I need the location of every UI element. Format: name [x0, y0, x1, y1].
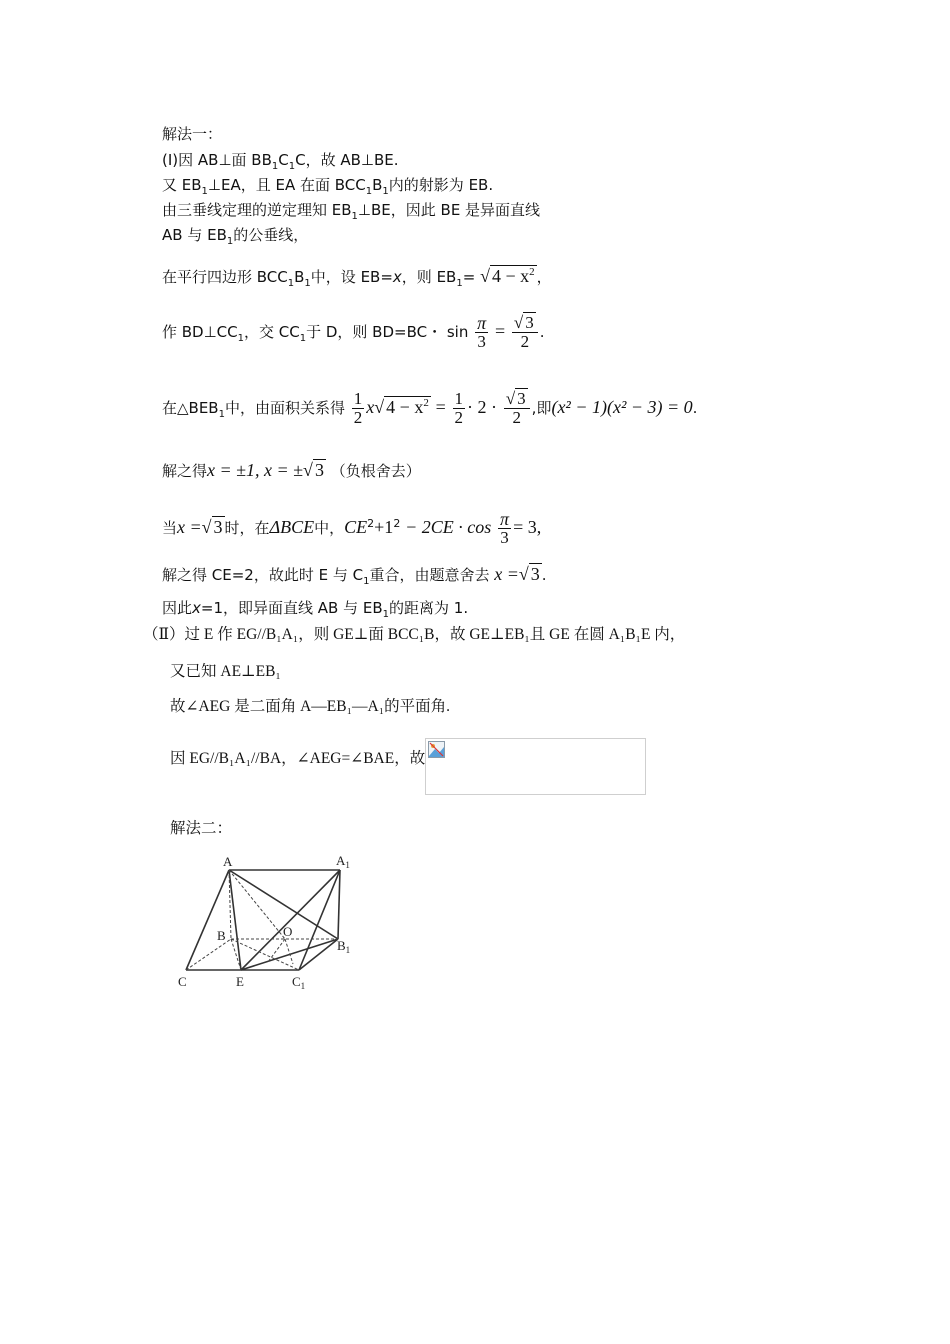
- part1-line4: AB 与 $EB_1$的公垂线，: [162, 226, 309, 247]
- part1-line2: 又 $EB_1\perp EA$，且 EA 在面 $BCC_1B_1$内的射影为 EB.: [162, 176, 494, 197]
- part1-line1: (Ⅰ)因 AB⊥面 $BB_1C_1C$，故 AB⊥BE.: [162, 151, 399, 172]
- prism-figure: [170, 848, 370, 996]
- method1-title: 解法一：: [162, 125, 223, 143]
- method2-title: 解法二：: [170, 820, 233, 837]
- label-A1: $A_1$: [336, 853, 350, 870]
- broken-image-placeholder: [425, 738, 646, 795]
- area-relation-line: 在$\triangle BEB_1$中，由面积关系得 $\frac{1}{2}$ x√ $4 - x^2$ = $\frac{1}{2}$ · 2 · $\frac{√ 3}{2}$ ,即(x² − 1)(x² − 3) = 0.: [162, 389, 698, 427]
- part2-line1: （Ⅱ）过 E 作 EG//B₁A₁，则 GE⊥面 BCC₁B，故 GE⊥EB₁且 GE 在圆 A₁B₁E 内，: [143, 626, 686, 643]
- label-B1: $B_1$: [337, 938, 351, 955]
- perpendicular-line: 作 $BD\perp CC_1$，交 $CC_1$于 D，则 BD=BC・ sin $\frac{\pi}{3}$ = $\frac{√ 3}{2}$ .: [162, 313, 545, 351]
- pi-over-3: $\frac{\pi}{3}$: [477, 313, 487, 351]
- part1-line3: 由三垂线定理的逆定理知 $EB_1\perp BE$，因此 BE 是异面直线: [162, 201, 541, 222]
- part2-line4: 因 EG//B₁A₁//BA，∠AEG=∠BAE，故: [170, 750, 426, 767]
- part2-line2: 又已知 AE⊥EB₁: [170, 663, 281, 680]
- when-line: 当x =√ 3 时，在ΔBCE中，$CE^2+1^2 - 2CE \cdot \cos$ $\frac{\pi}{3}$ = 3,: [162, 509, 542, 547]
- solution-line: 解之得x = ±1, x = ±√ 3 （负根舍去）: [162, 460, 421, 480]
- ce-line: 解之得 CE=2，故此时 E 与 $C_1$重合，由题意舍去 x =√ 3 .: [162, 564, 547, 587]
- edge-a1-b1: [338, 870, 340, 939]
- label-A: A: [223, 854, 233, 869]
- hidden-a-o: [229, 870, 285, 939]
- label-B: B: [217, 928, 226, 943]
- label-O: O: [283, 924, 293, 939]
- parallelogram-line: 在平行四边形 $BCC_1B_1$中，设 EB=x，则 $EB_1=$ √ $4 - x^2$ ，: [162, 266, 552, 289]
- label-E: E: [236, 974, 244, 989]
- distance-line: 因此x=1，即异面直线 AB 与 $EB_1$的距离为 1.: [162, 599, 469, 620]
- edge-a1-c1: [299, 870, 340, 970]
- label-C1: $C_1$: [292, 974, 306, 991]
- label-C: C: [178, 974, 187, 989]
- broken-image-icon: [428, 741, 445, 758]
- sqrt3-over-2: $\frac{√ 3}{2}$: [512, 314, 538, 351]
- part2-line3: 故∠AEG 是二面角 A—EB₁—A₁的平面角.: [170, 698, 450, 715]
- hidden-o-c1: [285, 939, 293, 964]
